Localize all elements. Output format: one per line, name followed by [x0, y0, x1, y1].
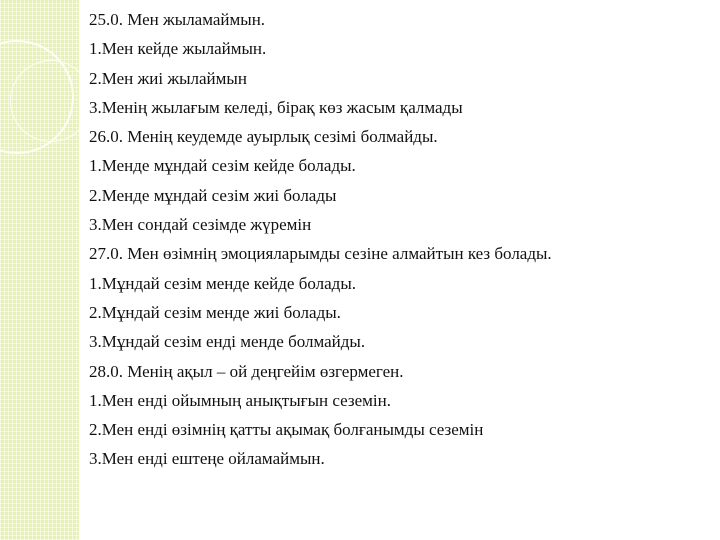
- question-25-option-3: 3.Менің жылағым келеді, бірақ көз жасым қалмады: [89, 97, 463, 117]
- decorative-circle-inner: [10, 60, 92, 142]
- questionnaire-text: [89, 5, 709, 474]
- question-25-header: 25.0. Мен жыламаймын.: [89, 10, 266, 29]
- question-25-option-2: 2.Мен жиі жылаймын: [89, 68, 247, 88]
- question-26-option-2: 2.Менде мұндай сезім жиі болады: [89, 185, 337, 205]
- question-27-header: 27.0. Мен өзімнің эмоцияларымды сезіне алмайтын кез болады.: [89, 244, 552, 264]
- question-28-header: 28.0. Менің ақыл – ой деңгейім өзгермеген.: [89, 361, 404, 381]
- question-28-option-3: 3.Мен енді ештеңе ойламаймын.: [89, 449, 325, 469]
- question-26-option-3: 3.Мен сондай сезімде жүремін: [89, 215, 312, 235]
- question-26-header: 26.0. Менің кеудемде ауырлық сезімі болмайды.: [89, 127, 438, 147]
- decorative-side-band: [0, 0, 79, 540]
- question-28-option-1: 1.Мен енді ойымның анықтығын сеземін.: [89, 390, 391, 410]
- question-27-option-2: 2.Мұндай сезім менде жиі болады.: [89, 302, 341, 322]
- question-27-option-3: 3.Мұндай сезім енді менде болмайды.: [89, 332, 366, 352]
- question-27-option-1: 1.Мұндай сезім менде кейде болады.: [89, 273, 357, 293]
- question-26-option-1: 1.Менде мұндай сезім кейде болады.: [89, 156, 356, 176]
- question-25-option-1: 1.Мен кейде жылаймын.: [89, 39, 267, 59]
- question-28-option-2: 2.Мен енді өзімнің қатты ақымақ болғанымды сеземін: [89, 420, 484, 440]
